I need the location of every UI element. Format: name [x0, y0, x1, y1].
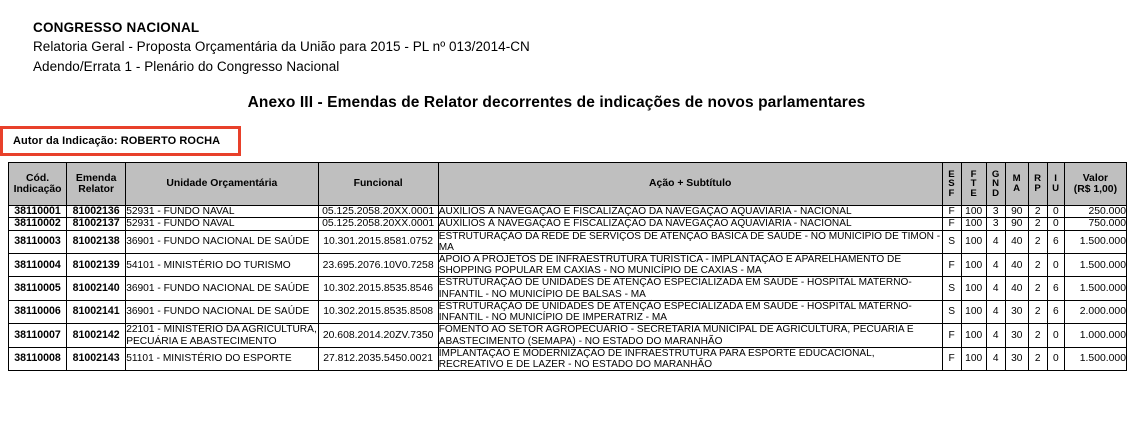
col-header-emenda-relator [67, 163, 126, 206]
organization-name: CONGRESSO NACIONAL [33, 20, 200, 35]
cell-unidade-orcamentaria: 51101 - MINISTÉRIO DO ESPORTE [126, 347, 318, 370]
col-header-ma: M A [1005, 163, 1028, 206]
table-row [9, 230, 1127, 253]
table-row [9, 324, 1127, 348]
col-header-valor-line2: (R$ 1,00) [1073, 184, 1118, 195]
cell-cod-indicacao: 38110002 [9, 218, 67, 230]
cell-unidade-orcamentaria: 36901 - FUNDO NACIONAL DE SAÚDE [126, 230, 318, 253]
table-row [9, 277, 1127, 300]
cell-ma: 90 [1005, 218, 1028, 230]
cell-valor: 750.000 [1064, 218, 1126, 230]
cell-rp: 2 [1028, 230, 1047, 253]
cell-rp: 2 [1028, 324, 1047, 348]
cell-fte: 100 [961, 347, 986, 370]
cell-esf: F [942, 218, 961, 230]
table-row [9, 206, 1127, 218]
cell-cod-indicacao: 38110006 [9, 300, 67, 323]
cell-acao-subtitulo: AUXÍLIOS À NAVEGAÇÃO E FISCALIZAÇÃO DA NAVEGAÇÃO AQUAVIÁRIA - NACIONAL [438, 206, 942, 218]
table-header-row [9, 163, 1127, 206]
col-header-emenda-line2: Relator [78, 184, 115, 195]
table-row [9, 347, 1127, 370]
col-header-unidade-orcamentaria: Unidade Orçamentária [126, 163, 318, 206]
cell-esf: F [942, 206, 961, 218]
cell-gnd: 4 [986, 347, 1005, 370]
cell-valor: 1.500.000 [1064, 277, 1126, 300]
cell-fte: 100 [961, 254, 986, 277]
cell-emenda-relator: 81002136 [67, 206, 126, 218]
cell-fte: 100 [961, 324, 986, 348]
cell-cod-indicacao: 38110003 [9, 230, 67, 253]
col-header-rp: R P [1028, 163, 1047, 206]
cell-unidade-orcamentaria: 52931 - FUNDO NAVAL [126, 206, 318, 218]
cell-acao-subtitulo: APOIO A PROJETOS DE INFRAESTRUTURA TURÍSTICA - IMPLANTAÇÃO E APARELHAMENTO DE SHOPPING POPULAR EM CAXIAS - NO MUNICÍPIO DE CAXIAS - MA [438, 254, 942, 277]
cell-gnd: 4 [986, 324, 1005, 348]
author-label: Autor da Indicação: ROBERTO ROCHA [13, 135, 221, 147]
cell-cod-indicacao: 38110005 [9, 277, 67, 300]
cell-unidade-orcamentaria: 52931 - FUNDO NAVAL [126, 218, 318, 230]
table-header [9, 163, 1127, 206]
cell-acao-subtitulo: ESTRUTURAÇÃO DE UNIDADES DE ATENÇÃO ESPECIALIZADA EM SAÚDE - HOSPITAL MATERNO-INFANTIL - NO MUNICÍPIO DE BALSAS - MA [438, 277, 942, 300]
cell-iu: 0 [1047, 254, 1064, 277]
cell-emenda-relator: 81002142 [67, 324, 126, 348]
cell-valor: 1.500.000 [1064, 347, 1126, 370]
cell-funcional: 10.301.2015.8581.0752 [318, 230, 438, 253]
cell-ma: 40 [1005, 254, 1028, 277]
cell-esf: F [942, 254, 961, 277]
cell-esf: F [942, 324, 961, 348]
col-header-iu: I U [1047, 163, 1064, 206]
cell-iu: 6 [1047, 300, 1064, 323]
cell-ma: 30 [1005, 347, 1028, 370]
cell-fte: 100 [961, 218, 986, 230]
cell-gnd: 3 [986, 206, 1005, 218]
cell-rp: 2 [1028, 300, 1047, 323]
cell-fte: 100 [961, 230, 986, 253]
cell-ma: 90 [1005, 206, 1028, 218]
cell-funcional: 20.608.2014.20ZV.7350 [318, 324, 438, 348]
cell-acao-subtitulo: IMPLANTAÇÃO E MODERNIZAÇÃO DE INFRAESTRUTURA PARA ESPORTE EDUCACIONAL, RECREATIVO E DE LAZER - NO ESTADO DO MARANHÃO [438, 347, 942, 370]
cell-unidade-orcamentaria: 36901 - FUNDO NACIONAL DE SAÚDE [126, 300, 318, 323]
cell-cod-indicacao: 38110007 [9, 324, 67, 348]
cell-rp: 2 [1028, 218, 1047, 230]
cell-valor: 1.000.000 [1064, 324, 1126, 348]
cell-acao-subtitulo: FOMENTO AO SETOR AGROPECUÁRIO - SECRETARIA MUNICIPAL DE AGRICULTURA, PECUÁRIA E ABASTECIMENTO (SEMAPA) - NO ESTADO DO MARANHÃO [438, 324, 942, 348]
cell-ma: 40 [1005, 277, 1028, 300]
amendments-table-container [0, 162, 1135, 371]
cell-emenda-relator: 81002141 [67, 300, 126, 323]
cell-rp: 2 [1028, 206, 1047, 218]
cell-unidade-orcamentaria: 36901 - FUNDO NACIONAL DE SAÚDE [126, 277, 318, 300]
cell-cod-indicacao: 38110004 [9, 254, 67, 277]
cell-iu: 6 [1047, 277, 1064, 300]
cell-gnd: 4 [986, 230, 1005, 253]
amendments-table [8, 162, 1127, 371]
table-row [9, 254, 1127, 277]
cell-acao-subtitulo: ESTRUTURAÇÃO DE UNIDADES DE ATENÇÃO ESPECIALIZADA EM SAÚDE - HOSPITAL MATERNO-INFANTIL - NO MUNICÍPIO DE IMPERATRIZ - MA [438, 300, 942, 323]
cell-fte: 100 [961, 300, 986, 323]
cell-valor: 250.000 [1064, 206, 1126, 218]
cell-emenda-relator: 81002143 [67, 347, 126, 370]
page-title: Anexo III - Emendas de Relator decorrentes de indicações de novos parlamentares [247, 94, 866, 111]
cell-rp: 2 [1028, 277, 1047, 300]
cell-iu: 6 [1047, 230, 1064, 253]
cell-esf: S [942, 300, 961, 323]
cell-emenda-relator: 81002140 [67, 277, 126, 300]
cell-funcional: 10.302.2015.8535.8546 [318, 277, 438, 300]
col-header-acao-subtitulo: Ação + Subtítulo [438, 163, 942, 206]
cell-iu: 0 [1047, 206, 1064, 218]
cell-acao-subtitulo: AUXÍLIOS À NAVEGAÇÃO E FISCALIZAÇÃO DA NAVEGAÇÃO AQUAVIÁRIA - NACIONAL [438, 218, 942, 230]
author-section [0, 126, 1135, 160]
cell-esf: S [942, 230, 961, 253]
cell-ma: 30 [1005, 324, 1028, 348]
cell-fte: 100 [961, 206, 986, 218]
cell-gnd: 4 [986, 300, 1005, 323]
col-header-funcional: Funcional [318, 163, 438, 206]
col-header-cod-indicacao [9, 163, 67, 206]
cell-esf: F [942, 347, 961, 370]
cell-iu: 0 [1047, 324, 1064, 348]
cell-valor: 2.000.000 [1064, 300, 1126, 323]
table-row [9, 218, 1127, 230]
cell-cod-indicacao: 38110008 [9, 347, 67, 370]
cell-cod-indicacao: 38110001 [9, 206, 67, 218]
col-header-cod-line2: Indicação [13, 184, 62, 195]
col-header-emenda-line1: Emenda [75, 172, 117, 184]
col-header-cod-line1: Cód. [26, 172, 50, 184]
cell-fte: 100 [961, 277, 986, 300]
cell-valor: 1.500.000 [1064, 254, 1126, 277]
cell-ma: 30 [1005, 300, 1028, 323]
cell-emenda-relator: 81002137 [67, 218, 126, 230]
cell-emenda-relator: 81002139 [67, 254, 126, 277]
document-header [0, 0, 1135, 77]
cell-iu: 0 [1047, 218, 1064, 230]
cell-acao-subtitulo: ESTRUTURAÇÃO DA REDE DE SERVIÇOS DE ATENÇÃO BÁSICA DE SAÚDE - NO MUNICÍPIO DE TIMON - MA [438, 230, 941, 253]
cell-ma: 40 [1005, 230, 1028, 253]
cell-emenda-relator: 81002138 [67, 230, 126, 253]
cell-funcional: 05.125.2058.20XX.0001 [318, 206, 438, 218]
cell-unidade-orcamentaria: 22101 - MINISTÉRIO DA AGRICULTURA, PECUÁRIA E ABASTECIMENTO [126, 324, 317, 347]
cell-funcional: 27.812.2035.5450.0021 [318, 347, 438, 370]
cell-rp: 2 [1028, 347, 1047, 370]
table-body [9, 206, 1127, 371]
cell-funcional: 10.302.2015.8535.8508 [318, 300, 438, 323]
cell-gnd: 4 [986, 277, 1005, 300]
cell-gnd: 4 [986, 254, 1005, 277]
col-header-esf: E S F [942, 163, 961, 206]
cell-funcional: 05.125.2058.20XX.0001 [318, 218, 438, 230]
cell-esf: S [942, 277, 961, 300]
author-highlight-box [0, 126, 241, 156]
cell-iu: 0 [1047, 347, 1064, 370]
cell-unidade-orcamentaria: 54101 - MINISTÉRIO DO TURISMO [126, 254, 318, 277]
cell-valor: 1.500.000 [1064, 230, 1126, 253]
header-line-2: Relatoria Geral - Proposta Orçamentária da União para 2015 - PL nº 013/2014-CN [33, 39, 530, 54]
table-row [9, 300, 1127, 323]
cell-funcional: 23.695.2076.10V0.7258 [318, 254, 438, 277]
cell-rp: 2 [1028, 254, 1047, 277]
header-line-3: Adendo/Errata 1 - Plenário do Congresso Nacional [33, 59, 340, 74]
col-header-fte: F T E [961, 163, 986, 206]
col-header-valor-line1: Valor [1082, 172, 1109, 184]
col-header-valor [1064, 163, 1126, 206]
cell-gnd: 3 [986, 218, 1005, 230]
col-header-gnd: G N D [986, 163, 1005, 206]
